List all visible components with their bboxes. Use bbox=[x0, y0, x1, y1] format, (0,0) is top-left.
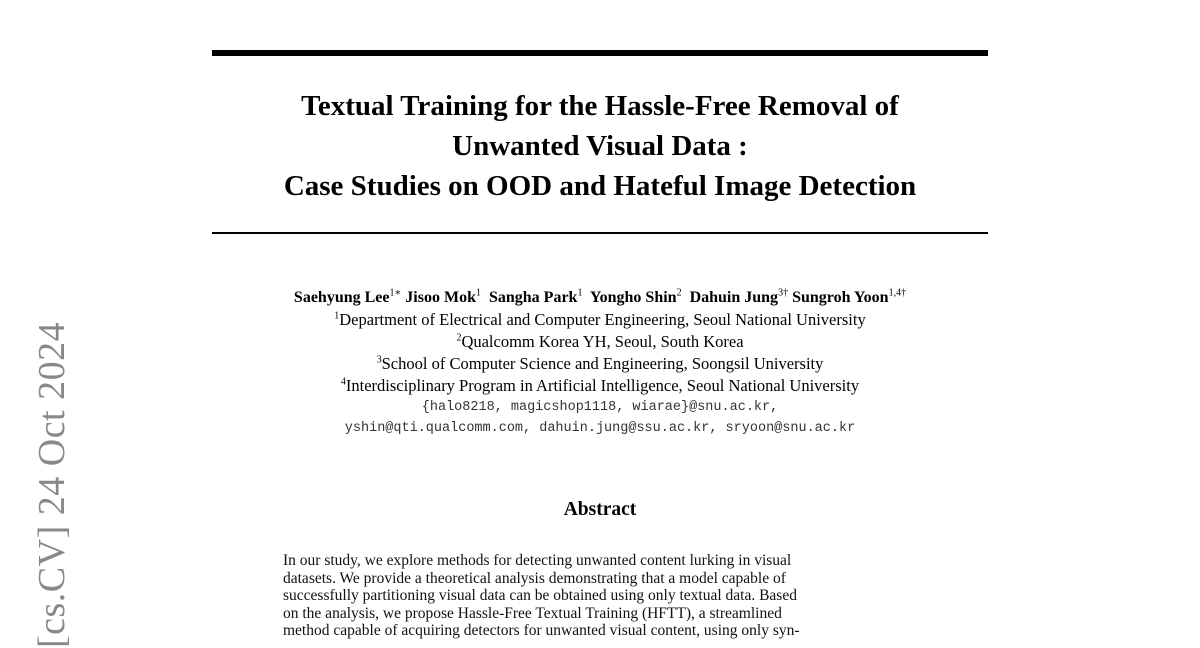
abstract-body bbox=[283, 552, 920, 640]
author-name: Yongho Shin$^2$ bbox=[589, 287, 682, 306]
title-bottom-rule bbox=[212, 232, 988, 234]
abstract-line: on the analysis, we propose Hassle-Free Textual Training (HFTT), a streamlined bbox=[283, 604, 782, 622]
author-block bbox=[150, 287, 1050, 439]
author-name: Sangha Park$^1$ bbox=[488, 287, 583, 306]
title-line-2: Unwanted Visual Data : bbox=[452, 130, 748, 162]
title-top-rule bbox=[212, 50, 988, 56]
author-name: Jisoo Mok$^1$ bbox=[405, 287, 481, 306]
abstract-line: datasets. We provide a theoretical analysis demonstrating that a model capable of bbox=[283, 569, 786, 587]
author-names bbox=[150, 287, 1050, 309]
abstract-heading: Abstract bbox=[563, 499, 637, 520]
affiliation: $^1$Department of Electrical and Computer Engineering, Seoul National University bbox=[334, 310, 866, 329]
affiliation: $^3$School of Computer Science and Engineering, Soongsil University bbox=[376, 354, 824, 373]
email-line: {halo8218, magicshop1118, wiarae}@snu.ac.kr, bbox=[421, 400, 779, 415]
paper-title bbox=[212, 86, 988, 206]
arxiv-sidebar-stamp: [cs.CV] 24 Oct 2024 bbox=[31, 321, 73, 648]
abstract-line: In our study, we explore methods for detecting unwanted content lurking in visual bbox=[283, 552, 792, 569]
affiliation: $^2$Qualcomm Korea YH, Seoul, South Korea bbox=[456, 332, 744, 351]
title-line-1: Textual Training for the Hassle-Free Removal of bbox=[301, 90, 899, 122]
affiliation: $^4$Interdisciplinary Program in Artificial Intelligence, Seoul National University bbox=[340, 376, 860, 395]
abstract-line: successfully partitioning visual data can be obtained using only textual data. Based bbox=[283, 587, 797, 604]
author-name: Dahuin Jung$^{3\dagger}$ bbox=[689, 287, 789, 306]
author-name: Sungroh Yoon$^{1,4\dagger}$ bbox=[792, 287, 907, 306]
title-line-3: Case Studies on OOD and Hateful Image Detection bbox=[283, 170, 917, 202]
abstract-line: method capable of acquiring detectors for unwanted visual content, using only syn- bbox=[283, 622, 800, 639]
author-name: Saehyung Lee$^{1∗}$ bbox=[293, 287, 402, 306]
email-line: yshin@qti.qualcomm.com, dahuin.jung@ssu.ac.kr, sryoon@snu.ac.kr bbox=[344, 421, 856, 436]
